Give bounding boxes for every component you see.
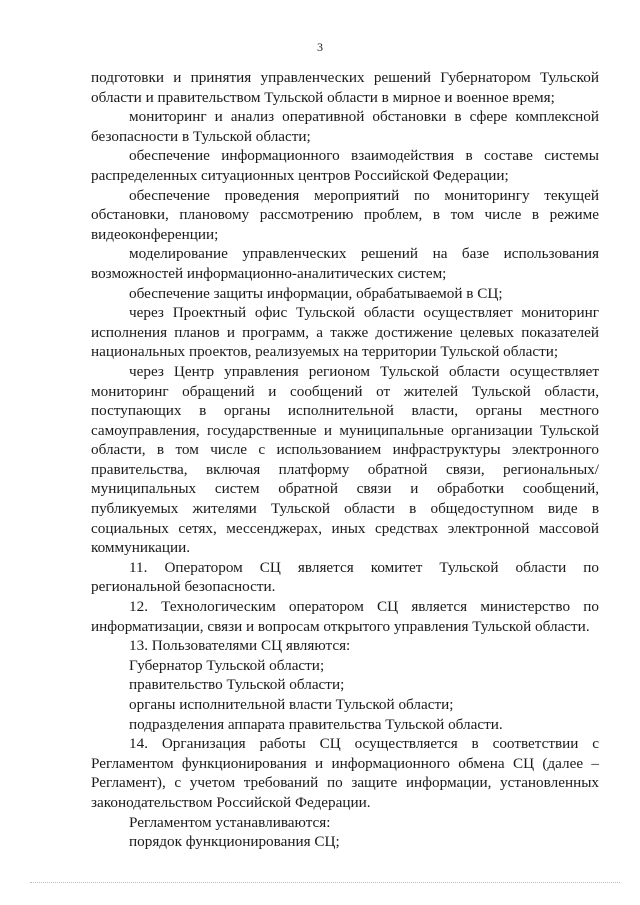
paragraph: 11. Оператором СЦ является комитет Тульской области по региональной безопасности. [91,558,599,596]
paragraph: обеспечение проведения мероприятий по мониторингу текущей обстановки, плановому рассмотрению проблем, в том числе в режиме видеоконференции; [91,186,599,243]
scan-artifact-divider [30,882,620,887]
paragraph: подготовки и принятия управленческих решений Губернатором Тульской области и правительством Тульской области в мирное и военное время; [91,69,599,106]
paragraph: Регламентом устанавливаются: [129,813,331,831]
page-number: 3 [317,40,323,54]
paragraph: подразделения аппарата правительства Тульской области. [129,715,503,733]
paragraph: Губернатор Тульской области; [129,656,325,674]
paragraph: обеспечение защиты информации, обрабатываемой в СЦ; [129,284,503,302]
paragraph: органы исполнительной власти Тульской области; [129,696,454,713]
paragraph: мониторинг и анализ оперативной обстановки в сфере комплексной безопасности в Тульской области; [91,108,599,145]
paragraph: обеспечение информационного взаимодействия в составе системы распределенных ситуационных центров Российской Федерации; [91,147,599,184]
paragraph: 13. Пользователями СЦ являются: [129,637,351,655]
paragraph: правительство Тульской области; [129,676,345,694]
paragraph: 12. Технологическим оператором СЦ является министерство по информатизации, связи и вопросам открытого управления Тульской области. [91,598,599,635]
paragraph: через Проектный офис Тульской области осуществляет мониторинг исполнения планов и программ, а также достижение целевых показателей национальных проектов, реализуемых на территории Тульской области; [91,304,599,361]
document-body [91,68,599,852]
paragraph: порядок функционирования СЦ; [129,833,340,851]
paragraph: моделирование управленческих решений на базе использования возможностей информационно-аналитических систем; [91,245,599,282]
paragraph: 14. Организация работы СЦ осуществляется в соответствии с Регламентом функционирования и информационного обмена СЦ (далее – Регламент), с учетом требований по защите информации, установленных законодательством Российской Федерации. [91,735,599,811]
paragraph: через Центр управления регионом Тульской области осуществляет мониторинг обращений и сообщений от жителей Тульской области, поступающих в органы исполнительной власти, органы местного самоуправления, государственные и муниципальные организации Тульской области, в том числе с использованием инфраструктуры электронного правительства, включая платформу обратной связи, региональных/муниципальных систем обратной связи и обработки сообщений, публикуемых жителями Тульской области в общедоступном виде в социальных сетях, мессенджерах, иных средствах электронной массовой коммуникации. [91,362,599,557]
